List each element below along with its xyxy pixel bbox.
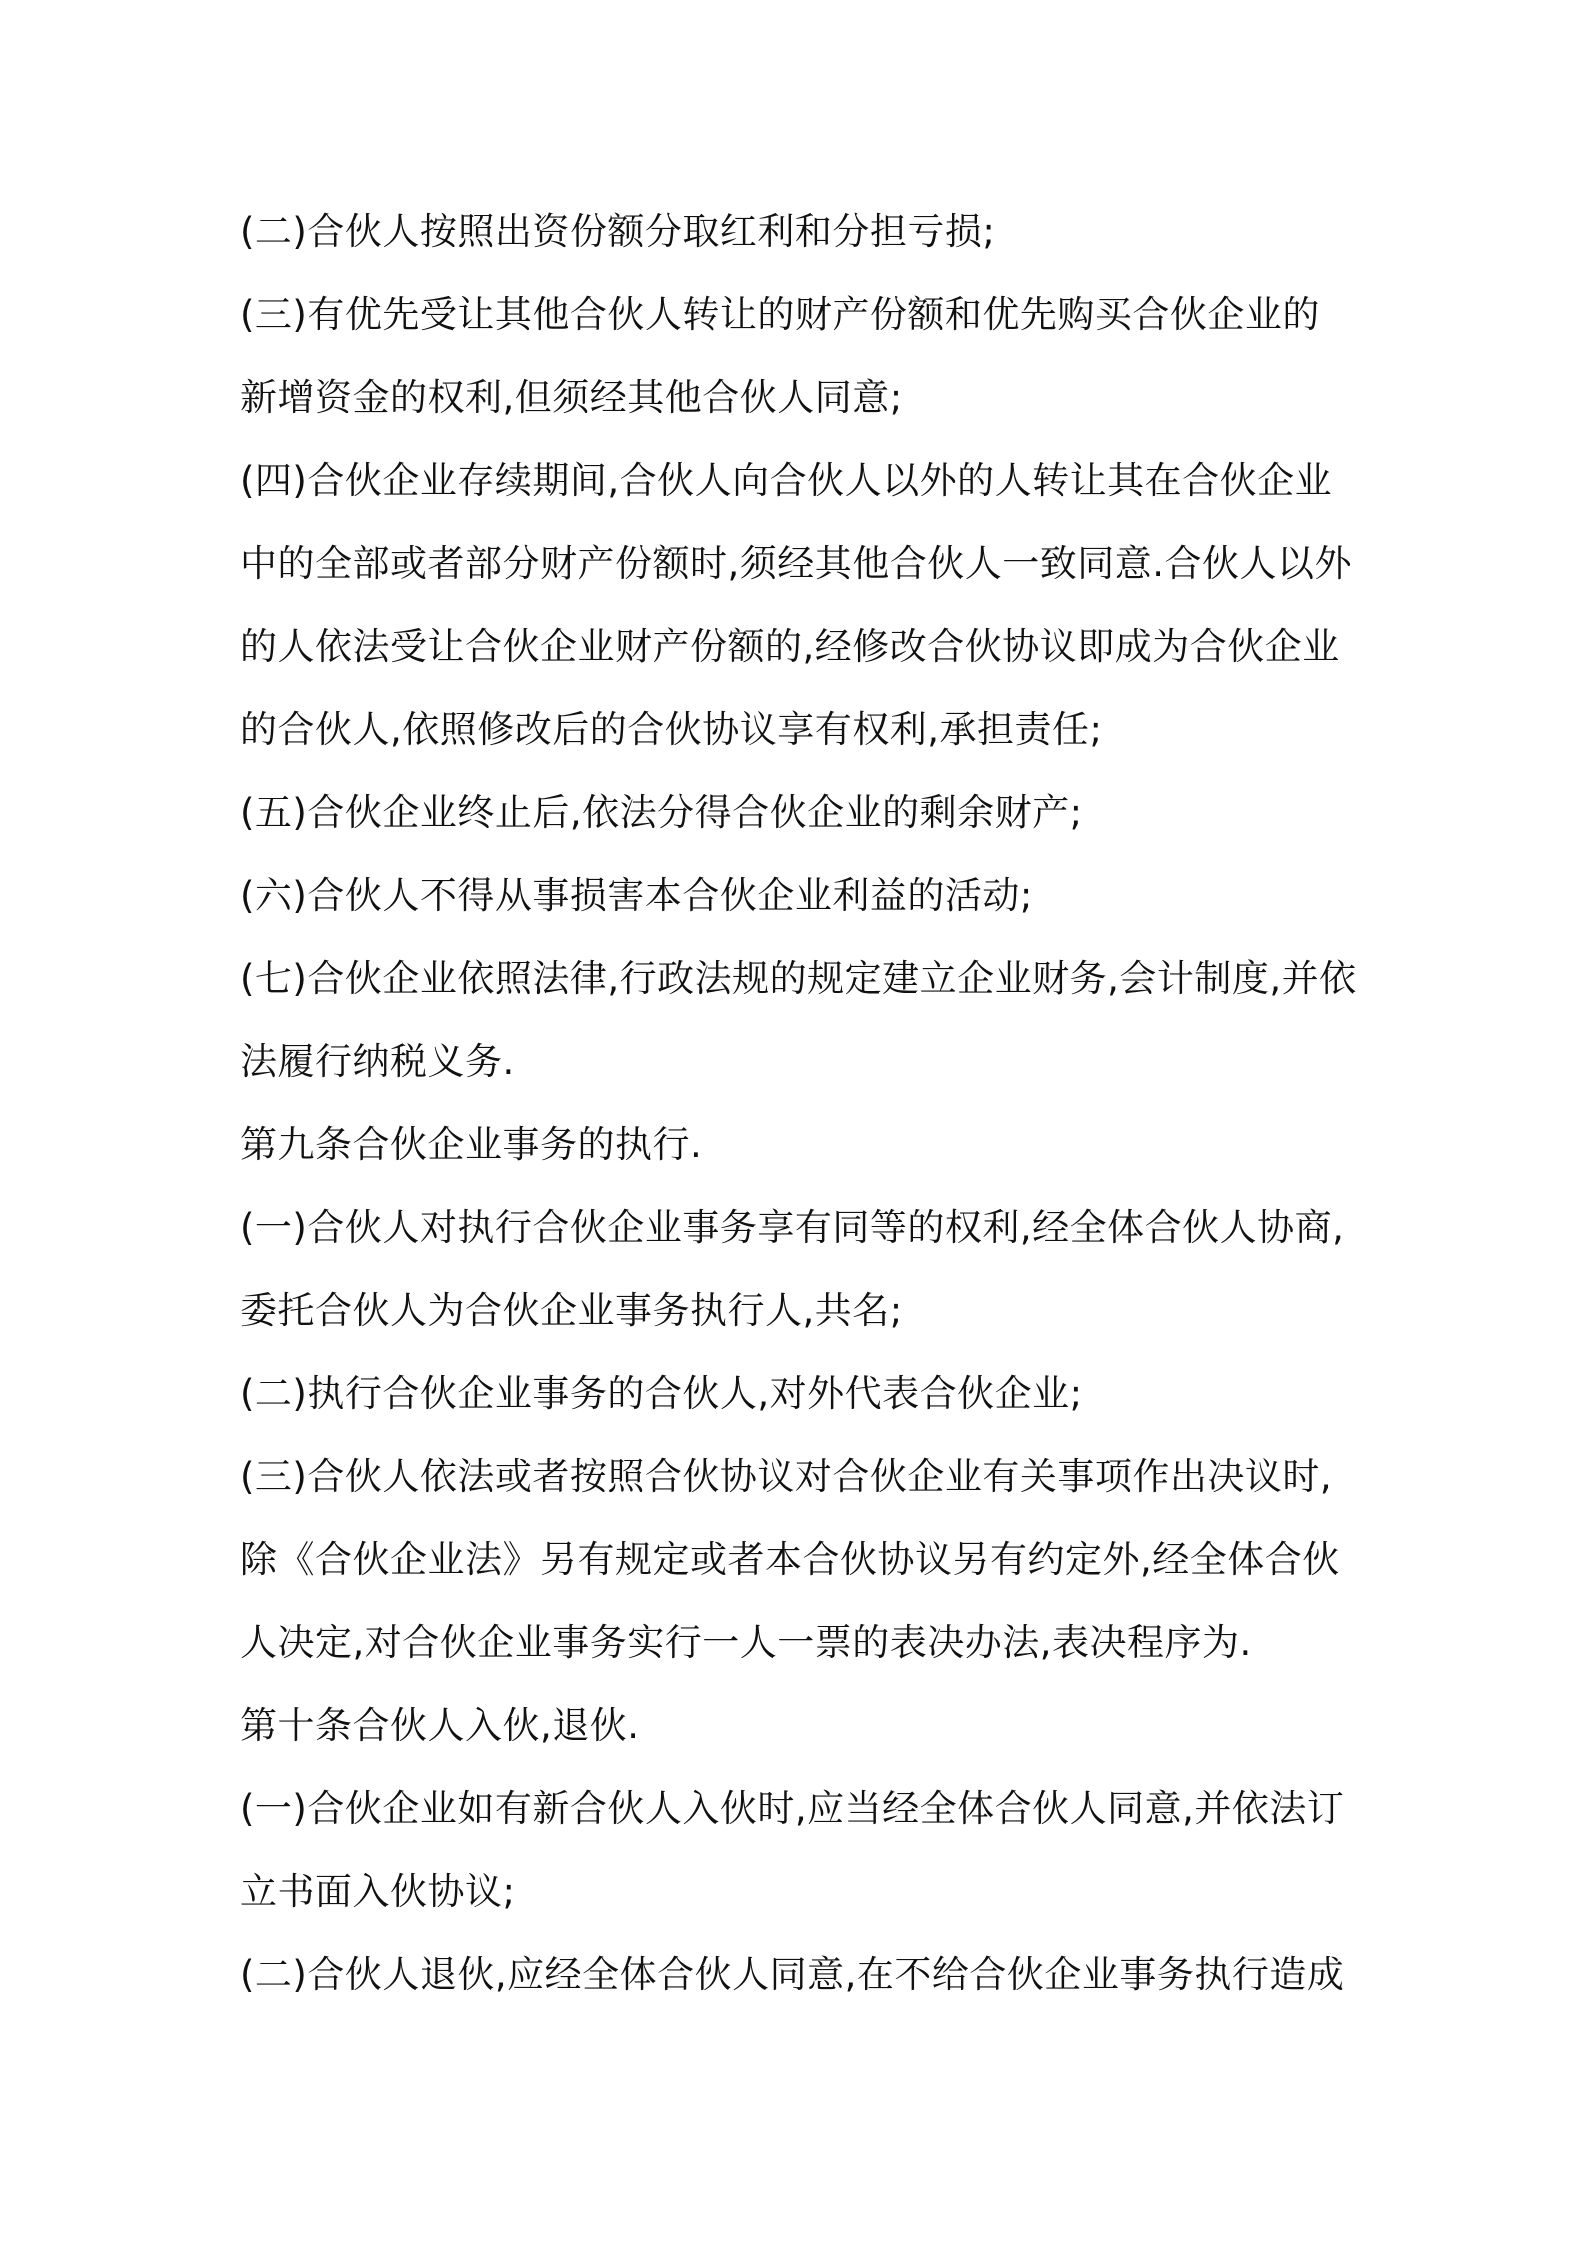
text-line: 的合伙人,依照修改后的合伙协议享有权利,承担责任; [240, 708, 1103, 751]
text-line: 的人依法受让合伙企业财产份额的,经修改合伙协议即成为合伙企业 [240, 625, 1340, 668]
text-line: (一)合伙企业如有新合伙人入伙时,应当经全体合伙人同意,并依法订 [240, 1787, 1345, 1830]
text-line: (二)执行合伙企业事务的合伙人,对外代表合伙企业; [240, 1372, 1083, 1415]
text-line: (三)合伙人依法或者按照合伙协议对合伙企业有关事项作出决议时, [240, 1455, 1333, 1498]
text-line: 委托合伙人为合伙企业事务执行人,共名; [240, 1289, 903, 1332]
text-line: 法履行纳税义务. [240, 1040, 515, 1083]
article-heading: 第九条合伙企业事务的执行. [240, 1123, 703, 1166]
text-line: (一)合伙人对执行合伙企业事务享有同等的权利,经全体合伙人协商, [240, 1206, 1345, 1249]
text-line: (六)合伙人不得从事损害本合伙企业利益的活动; [240, 874, 1033, 917]
article-heading: 第十条合伙人入伙,退伙. [240, 1704, 640, 1747]
text-line: 人决定,对合伙企业事务实行一人一票的表决办法,表决程序为. [240, 1621, 1252, 1664]
text-line: (二)合伙人按照出资份额分取红利和分担亏损; [240, 210, 996, 253]
text-line: 除《合伙企业法》另有规定或者本合伙协议另有约定外,经全体合伙 [240, 1538, 1340, 1581]
text-line: (五)合伙企业终止后,依法分得合伙企业的剩余财产; [240, 791, 1083, 834]
text-line: 新增资金的权利,但须经其他合伙人同意; [240, 376, 903, 419]
text-line: 中的全部或者部分财产份额时,须经其他合伙人一致同意.合伙人以外 [240, 542, 1353, 585]
text-line: (七)合伙企业依照法律,行政法规的规定建立企业财务,会计制度,并依 [240, 957, 1357, 1000]
text-line: (二)合伙人退伙,应经全体合伙人同意,在不给合伙企业事务执行造成 [240, 1953, 1345, 1996]
document-body [240, 190, 1370, 2016]
text-line: (三)有优先受让其他合伙人转让的财产份额和优先购买合伙企业的 [240, 293, 1320, 336]
text-line: 立书面入伙协议; [240, 1870, 516, 1913]
text-line: (四)合伙企业存续期间,合伙人向合伙人以外的人转让其在合伙企业 [240, 459, 1333, 502]
